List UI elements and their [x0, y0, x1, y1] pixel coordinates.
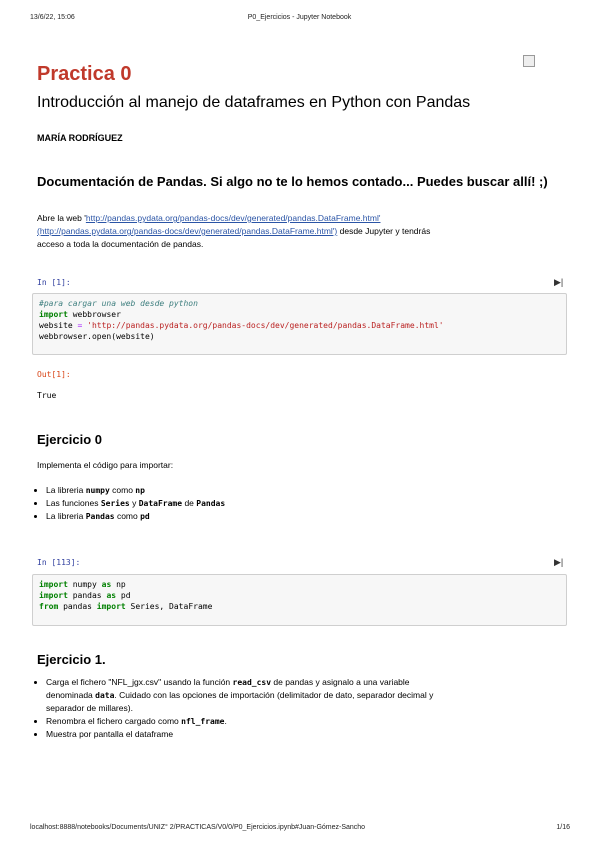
cell2-code[interactable]	[32, 574, 567, 626]
ej1-heading: Ejercicio 1.	[37, 652, 106, 667]
doc-paragraph	[37, 212, 567, 251]
code-keyword: import	[39, 310, 68, 319]
list-item	[46, 510, 225, 523]
doc-link-1[interactable]: http://pandas.pydata.org/pandas-docs/dev/generated/pandas.DataFrame.html'	[85, 213, 381, 223]
code-keyword: import	[39, 591, 68, 600]
text: .	[224, 716, 227, 726]
inline-code: data	[95, 691, 115, 700]
broken-image-icon	[523, 55, 535, 67]
code-keyword: import	[39, 580, 68, 589]
code-text: pandas	[58, 602, 97, 611]
text: como	[109, 485, 136, 495]
print-page-title: P0_Ejercicios - Jupyter Notebook	[247, 14, 352, 21]
code-text: webbrowser.open(website)	[39, 332, 155, 341]
text: La libreria	[46, 511, 86, 521]
code-keyword: import	[96, 602, 126, 611]
text: Las funciones	[46, 498, 101, 508]
code-text: pd	[116, 591, 131, 600]
cell1-code[interactable]	[32, 293, 567, 355]
inline-code: pd	[140, 512, 150, 521]
inline-code: Series	[100, 499, 130, 508]
code-keyword: from	[39, 602, 59, 611]
code-keyword: as	[101, 580, 112, 589]
cell1-output: True	[37, 391, 57, 400]
notebook-title: Practica 0	[37, 63, 132, 85]
inline-code: DataFrame	[138, 499, 183, 508]
text: denominada	[46, 690, 96, 700]
code-keyword: as	[106, 591, 117, 600]
list-item	[46, 484, 225, 497]
doc-link-2[interactable]: (http://pandas.pydata.org/pandas-docs/dev/generated/pandas.DataFrame.html')	[37, 226, 338, 236]
notebook-subtitle: Introducción al manejo de dataframes en Python con Pandas	[37, 94, 471, 111]
text: separador de millares).	[46, 703, 133, 713]
text: Renombra el fichero cargado como	[46, 716, 182, 726]
doc-text-2: desde Jupyter y tendrás	[337, 226, 431, 236]
text: . Cuidado con las opciones de importación (delimitador de dato, separador decimal y	[114, 690, 434, 700]
run-cell-icon[interactable]: ▶|	[554, 277, 564, 287]
text: de	[182, 498, 197, 508]
author-name: MARÍA RODRÍGUEZ	[37, 133, 123, 143]
print-datetime: 13/6/22, 15:06	[30, 14, 75, 21]
inline-code: numpy	[85, 486, 110, 495]
text: La libreria	[46, 485, 86, 495]
inline-code: Pandas	[196, 499, 226, 508]
doc-text-3: acceso a toda la documentación de pandas.	[37, 239, 204, 249]
code-text: webbrowser	[67, 310, 121, 319]
code-operator: =	[77, 321, 83, 330]
text: como	[114, 511, 141, 521]
code-string: 'http://pandas.pydata.org/pandas-docs/dev/generated/pandas.DataFrame.html'	[82, 321, 444, 330]
text: Muestra por pantalla el dataframe	[46, 729, 174, 739]
ej0-heading: Ejercicio 0	[37, 432, 103, 447]
print-page-number: 1/16	[556, 824, 570, 831]
code-comment: #para cargar una web desde python	[39, 299, 198, 308]
cell2-in-prompt: In [113]:	[37, 558, 81, 567]
code-text: pandas	[67, 591, 107, 600]
list-item	[46, 728, 586, 741]
doc-heading: Documentación de Pandas. Si algo no te lo hemos contado... Puedes buscar allí! ;)	[37, 174, 548, 189]
print-footer-path: localhost:8888/notebooks/Documents/UNIZ° 2/PRACTICAS/V0/0/P0_Ejercicios.ipynb#Juan-Gómez-Sancho	[30, 824, 366, 831]
list-item	[46, 715, 586, 728]
code-text: np	[111, 580, 126, 589]
list-item	[46, 497, 225, 510]
text: de pandas y asignalo a una variable	[271, 677, 410, 687]
inline-code: nfl_frame	[181, 717, 225, 726]
doc-text-1: Abre la web '	[37, 213, 86, 223]
ej1-bullets	[21, 676, 586, 741]
cell1-out-prompt: Out[1]:	[37, 370, 71, 379]
ej0-bullets	[21, 484, 225, 523]
inline-code: np	[135, 486, 145, 495]
text: y	[129, 498, 139, 508]
ej0-intro: Implementa el código para importar:	[37, 460, 174, 470]
inline-code: read_csv	[232, 678, 272, 687]
code-text: numpy	[67, 580, 102, 589]
inline-code: Pandas	[85, 512, 115, 521]
cell1-in-prompt: In [1]:	[37, 278, 71, 287]
list-item	[46, 676, 586, 715]
run-cell-icon[interactable]: ▶|	[554, 557, 564, 567]
text: Carga el fichero "NFL_jgx.csv" usando la función	[46, 677, 233, 687]
code-text: Series, DataFrame	[125, 602, 213, 611]
code-text: website	[39, 321, 78, 330]
